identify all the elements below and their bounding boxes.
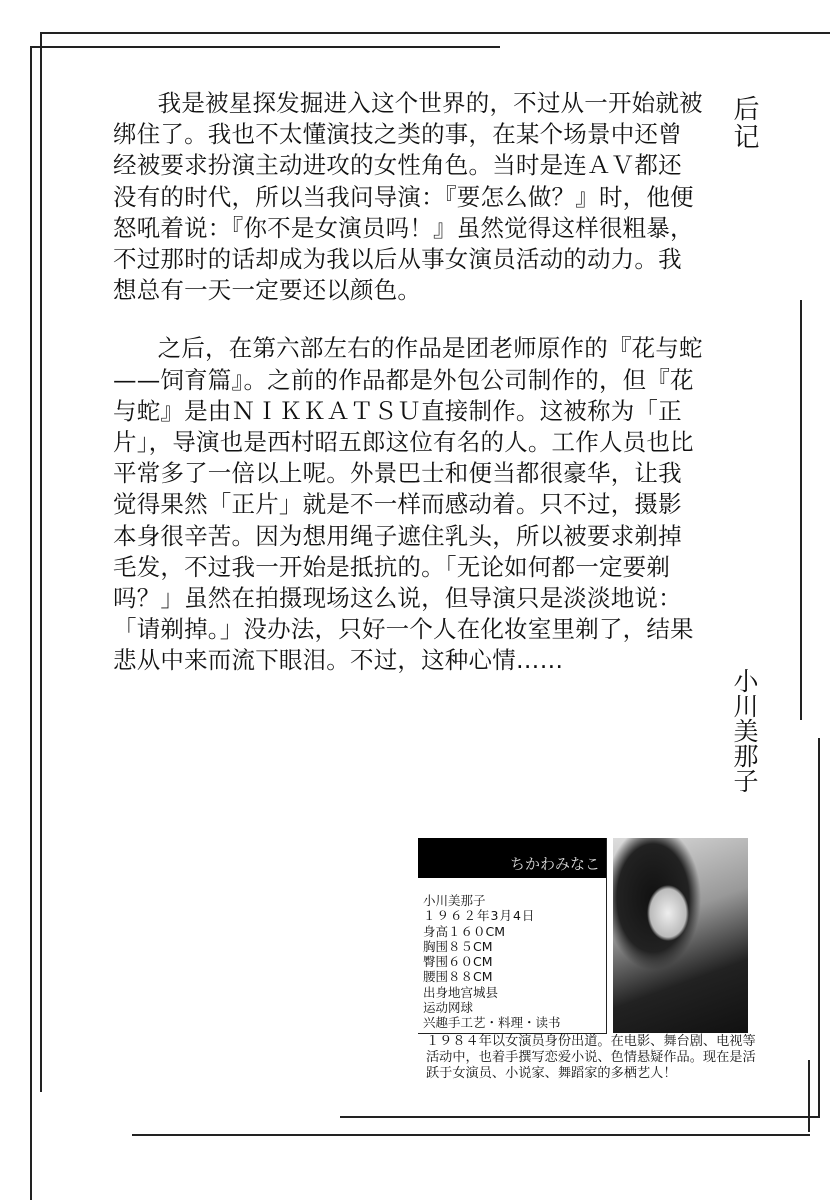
paragraph: 我是被星探发掘进入这个世界的，不过从一开始就被绑住了。我也不太懂演技之类的事，在某个场景中还曾经被要求扮演主动进攻的女性角色。当时是连ＡＶ都还没有的时代，所以当我问导演：『要怎么做？』时，他便怒吼着说：『你不是女演员吗！』虽然觉得这样很粗暴，不过那时的话却成为我以后从事女演员活动的动力。我想总有一天一定要还以颜色。 (113, 89, 703, 305)
kana-name-banner: ちかわみなこ (418, 838, 606, 878)
box-border-right (606, 838, 607, 1033)
body-text (113, 88, 703, 704)
stat-birthdate: １９６２年3月4日 (423, 908, 536, 924)
frame-line-right (800, 300, 802, 720)
stat-hips: 臀围６０CM (423, 954, 493, 970)
frame-line-bottom (340, 1116, 820, 1118)
stat-hobbies: 兴趣手工艺・料理・读书 (423, 1015, 561, 1031)
stat-name: 小川美那子 (423, 893, 486, 908)
frame-line-top (40, 32, 830, 34)
frame-line-right-lower (818, 738, 820, 1116)
frame-line-right-lower2 (808, 1060, 810, 1132)
stat-waist: 腰围８８CM (423, 969, 493, 985)
paragraph: 之后，在第六部左右的作品是团老师原作的『花与蛇——饲育篇』。之前的作品都是外包公司制作的，但『花与蛇』是由ＮＩＫＫＡＴＳＵ直接制作。这被称为「正片」，导演也是西村昭五郎这位有名的人。工作人员也比平常多了一倍以上呢。外景巴士和便当都很豪华，让我觉得果然「正片」就是不一样而感动着。只不过，摄影本身很辛苦。因为想用绳子遮住乳头，所以被要求剃掉毛发，不过我一开始是抵抗的。「无论如何都一定要剃吗？」虽然在拍摄现场这么说，但导演只是淡淡地说：「请剃掉。」没办法，只好一个人在化妆室里剃了，结果悲从中来而流下眼泪。不过，这种心情…… (113, 334, 703, 675)
profile-stats (423, 893, 561, 1031)
stat-sport: 运动网球 (423, 1000, 474, 1016)
profile-bio: １９８４年以女演员身份出道。在电影、舞台剧、电视等活动中，也着手撰写恋爱小说、色情悬疑作品。现在是活跃于女演员、小说家、舞蹈家的多栖艺人！ (426, 1034, 756, 1081)
stat-bust: 胸围８５CM (423, 938, 493, 954)
frame-line-bottom-outer (132, 1134, 810, 1136)
section-title: 后记 (729, 95, 759, 151)
portrait-photo (613, 838, 748, 1033)
author-name-vertical: 小川美那子 (730, 668, 759, 793)
frame-line-top-inner (30, 46, 500, 48)
frame-line-left-outer (30, 46, 32, 1200)
stat-birthplace: 出身地宫城县 (423, 984, 499, 1000)
frame-line-left (40, 32, 42, 1092)
stat-height: 身高１６０CM (423, 923, 506, 939)
